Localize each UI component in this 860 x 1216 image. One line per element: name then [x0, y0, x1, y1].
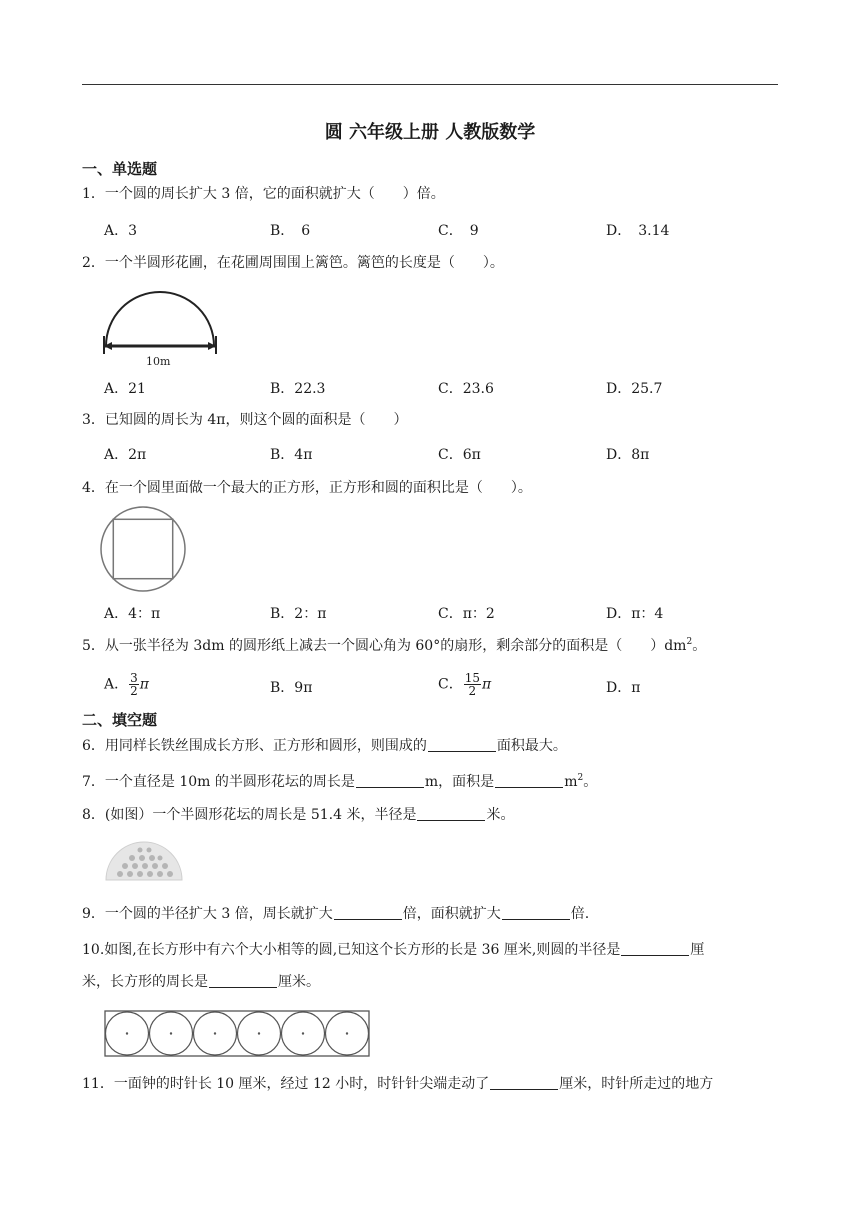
answer-blank[interactable] — [428, 737, 496, 752]
question-9: 9．一个圆的半径扩大 3 倍，周长就扩大 倍，面积就扩大 倍. — [82, 906, 590, 922]
question-4: 4．在一个圆里面做一个最大的正方形，正方形和圆的面积比是（ ）。 — [82, 480, 532, 496]
q1-option-d[interactable]: D． 3.14 — [606, 223, 670, 239]
q5-option-a[interactable]: A． $\frac{3}{2}$ π — [104, 671, 149, 698]
fraction: $\frac{15}{2}$ — [464, 671, 480, 698]
question-7: 7．一个直径是 10m 的半圆形花坛的周长是 m，面积是 $m^2$。 — [82, 773, 598, 790]
q2-option-b[interactable]: B．22.3 — [270, 381, 326, 397]
six-circles-in-rectangle-figure — [104, 1010, 370, 1058]
section-heading-fill-in: 二、填空题 — [82, 711, 158, 729]
answer-blank[interactable] — [502, 905, 570, 920]
question-1: 1．一个圆的周长扩大 3 倍，它的面积就扩大（ ）倍。 — [82, 186, 445, 202]
page-title: 圆 六年级上册 人教版数学 — [324, 122, 536, 143]
q5-option-c[interactable]: C． $\frac{15}{2}$ π — [438, 671, 492, 698]
question-11: 11．一面钟的时针长 10 厘米，经过 12 小时，时针针尖端走动了 厘米，时针所走过的地方 — [82, 1076, 714, 1092]
q1-option-c[interactable]: C． 9 — [438, 223, 479, 239]
answer-blank[interactable] — [495, 773, 563, 788]
q4-option-c[interactable]: C．π：2 — [438, 606, 495, 622]
flower-bed-figure — [102, 836, 186, 886]
q1-option-b[interactable]: B． 6 — [270, 223, 311, 239]
question-8: 8．(如图）一个半圆形花坛的周长是 51.4 米，半径是 米。 — [82, 807, 515, 823]
q4-option-b[interactable]: B．2：π — [270, 606, 327, 622]
question-6: 6．用同样长铁丝围成长方形、正方形和圆形，则围成的 面积最大。 — [82, 738, 567, 754]
answer-blank[interactable] — [417, 806, 485, 821]
question-3: 3．已知圆的周长为 4π，则这个圆的面积是（ ） — [82, 412, 408, 428]
q4-option-a[interactable]: A．4：π — [104, 606, 161, 622]
q2-option-a[interactable]: A．21 — [104, 381, 146, 397]
answer-blank[interactable] — [490, 1075, 558, 1090]
top-rule — [82, 84, 778, 85]
section-heading-single-choice: 一、单选题 — [82, 160, 158, 178]
answer-blank[interactable] — [334, 905, 402, 920]
q5-option-b[interactable]: B．9π — [270, 680, 313, 696]
question-2: 2．一个半圆形花圃，在花圃周围围上篱笆。篱笆的长度是（ ）。 — [82, 255, 504, 271]
q3-option-a[interactable]: A．2π — [104, 447, 147, 463]
answer-blank[interactable] — [209, 973, 277, 988]
figure-length-label: 10m — [146, 355, 171, 368]
answer-blank[interactable] — [621, 941, 689, 956]
q2-option-c[interactable]: C．23.6 — [438, 381, 494, 397]
q2-option-d[interactable]: D．25.7 — [606, 381, 663, 397]
q3-option-b[interactable]: B．4π — [270, 447, 313, 463]
question-10: 10.如图,在长方形中有六个大小相等的圆,已知这个长方形的长是 36 厘米,则圆的半径是 厘 — [82, 942, 705, 958]
q3-option-c[interactable]: C．6π — [438, 447, 481, 463]
square-in-circle-figure — [98, 504, 188, 594]
q5-option-d[interactable]: D．π — [606, 680, 641, 696]
q1-option-a[interactable]: A．3 — [104, 223, 138, 239]
answer-blank[interactable] — [356, 773, 424, 788]
q3-option-d[interactable]: D．8π — [606, 447, 650, 463]
q4-option-d[interactable]: D．π：4 — [606, 606, 664, 622]
question-5: 5．从一张半径为 3dm 的圆形纸上减去一个圆心角为 60°的扇形，剩余部分的面积是（ ）$dm^2$。 — [82, 637, 707, 654]
fraction: $\frac{3}{2}$ — [130, 671, 138, 698]
semicircle-garden-figure — [98, 286, 222, 370]
question-10-line-2: 米，长方形的周长是 厘米。 — [82, 974, 320, 990]
